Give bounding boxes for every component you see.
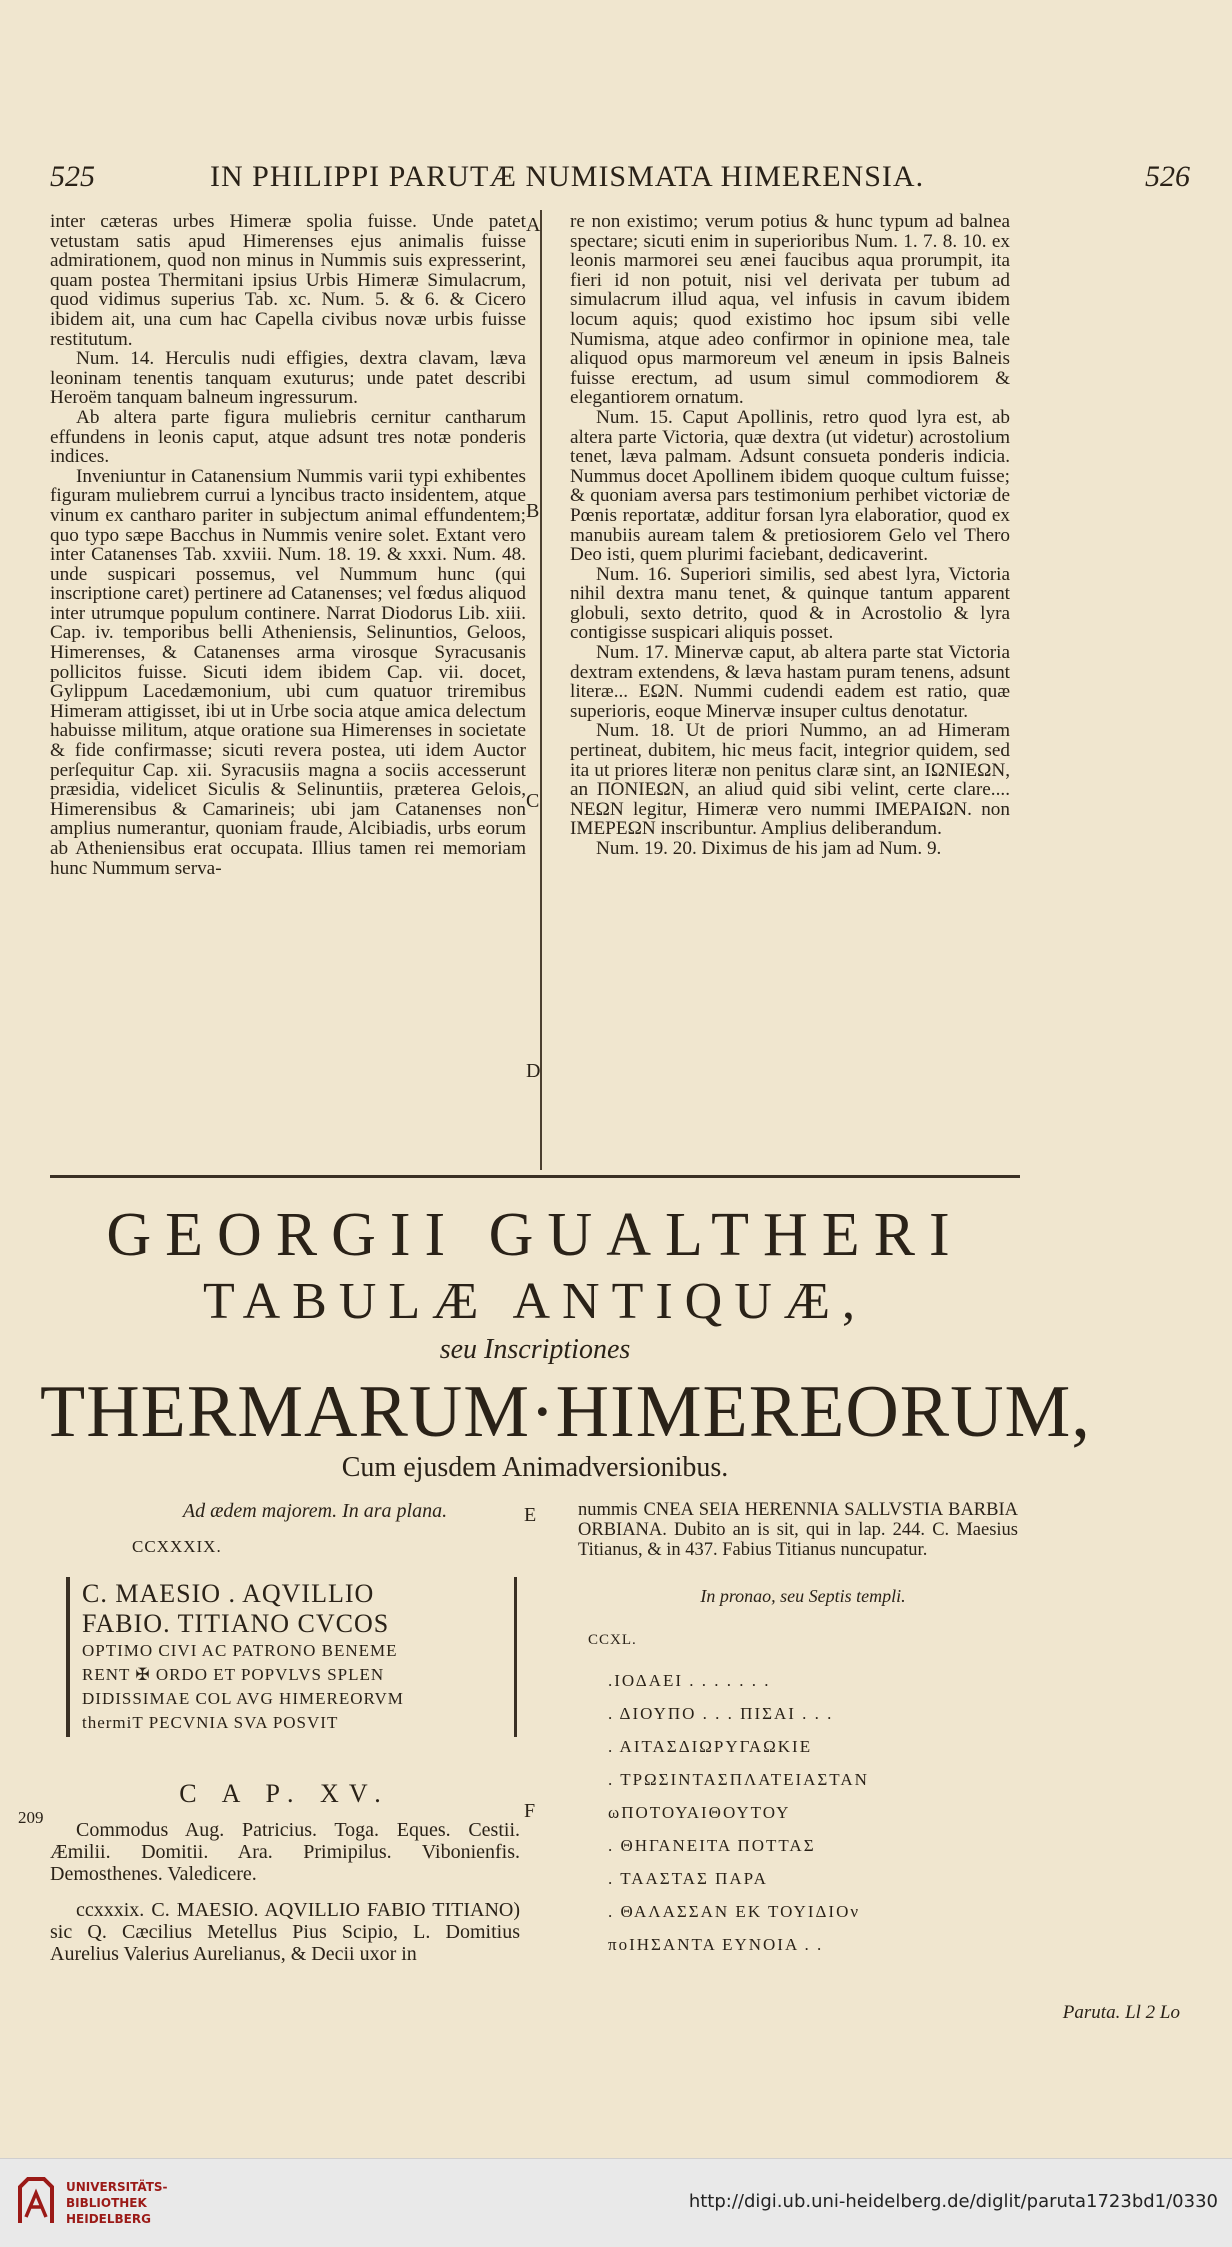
- signature-mark: Paruta. Ll 2 Lo: [1062, 2002, 1180, 2023]
- left-text-column: [50, 212, 526, 1182]
- inscription-number: CCXXXIX.: [132, 1537, 222, 1556]
- inscription-line: OPTIMO CIVI AC PATRONO BENEME: [82, 1641, 398, 1660]
- greek-line: ωΠΟΤΟΥΑΙΘΟΥΤΟΥ: [608, 1803, 791, 1822]
- library-name-line: HEIDELBERG: [66, 2212, 151, 2226]
- chapter-body: [50, 1819, 520, 1965]
- title-main: THERMARUM·HIMEREORUM,: [40, 1371, 1091, 1453]
- paragraph: re non existimo; verum potius & hunc typum ad balnea spectare; sicuti enim in superioribus Num. 1. 7. 8. 10. ex leonis marmorei seu ænei faucibus aqua prorumpit, ita fieri id non potuit, nisi vel derivata per tubum ad simulacrum illud aqua, vel infusis in cavum ibidem locum aquis; quod existimo hoc ipsum sibi velle Numisma, atque adeo confirmor in opinione mea, tale aliquod opus marmoreum vel æneum in ipsis Balneis fuisse erectum, ad usum simul commodiorem & elegantiorem ornatum.: [570, 211, 1010, 409]
- viewer-footer: [0, 2158, 1232, 2247]
- greek-line: ποΙΗΣΑΝΤΑ ΕΥΝΟΙΑ . .: [608, 1935, 824, 1954]
- title-subtitle: seu Inscriptiones: [439, 1334, 631, 1365]
- inscription-line: C. MAESIO . AQVILLIO: [82, 1579, 375, 1608]
- margin-number: 209: [18, 1808, 44, 1827]
- university-seal-icon: [14, 2173, 58, 2229]
- margin-letter-d: D: [526, 1060, 541, 1082]
- inscription-line: FABIO. TITIANO CVCOS: [82, 1609, 390, 1638]
- paragraph: inter cæteras urbes Himeræ spolia fuisse. Unde patet vetustam satis apud Himerenses ejus animalis fuisse admirationem, quod non minus in Nummis suis expresserint, quam postea Thermitani ipsius Urbis Himeræ Simulacrum, quod vidimus superius Tab. xc. Num. 5. & 6. & Cicero ibidem ait, una cum hac Capella civibus novæ urbis fuisse restitutum.: [50, 211, 526, 350]
- paragraph: ccxxxix. C. MAESIO. AQVILLIO FABIO TITIANO) sic Q. Cæcilius Metellus Pius Scipio, L. Domitius Aurelius Valerius Aurelianus, & Decii uxor in: [50, 1899, 520, 1965]
- paragraph: Num. 16. Superiori similis, sed abest lyra, Victoria nihil dextra manu tenet, & quinque tantum apparent globuli, sexto detrito, quod & in Acrostolio & lyra contigisse suspicari aliquis posset.: [570, 563, 1010, 644]
- title-author: GEORGII GUALTHERI: [106, 1201, 964, 1269]
- inscription-line: thermiT PECVNIA SVA POSVIT: [82, 1713, 339, 1732]
- greek-line: . ΔΙΟΥΠΟ . . . ΠΙΣΑΙ . . .: [608, 1704, 834, 1723]
- paragraph: Num. 18. Ut de priori Nummo, an ad Himeram pertineat, dubitem, hic meus facit, integrior quidem, sed ita ut priores literæ non penitus claræ sint, an ΙΩΝΙΕΩΝ, an ΠΟΝΙΕΩΝ, an aliud quid sibi velint, certe clare.... ΝΕΩΝ legitur, Himeræ vero nummi ΙΜΕΡΑΙΩΝ. non ΙΜΕΡΕΩΝ inscribuntur. Amplius deliberandum.: [570, 720, 1010, 840]
- library-name-line: BIBLIOTHEK: [66, 2196, 147, 2210]
- greek-line: .ΙΟΔΑΕΙ . . . . . . .: [608, 1671, 771, 1690]
- paragraph: Num. 17. Minervæ caput, ab altera parte stat Victoria dextram extendens, & læva hastam puram tenens, adsunt literæ... ΕΩΝ. Nummi cudendi eadem est ratio, quæ superioris, eoque Minervæ insuper cultus denotatur.: [570, 642, 1010, 722]
- paragraph: Commodus Aug. Patricius. Toga. Eques. Cestii. Æmilii. Domitii. Ara. Primipilus. Vibonienfis. Demosthenes. Valedicere.: [50, 1819, 520, 1885]
- library-name-line: UNIVERSITÄTS-: [66, 2180, 168, 2194]
- margin-letter-e: E: [524, 1504, 537, 1526]
- running-header: [50, 160, 1190, 200]
- library-name: [66, 2179, 168, 2227]
- right-text-column: [570, 212, 1010, 1187]
- page-number-right: 526: [1145, 160, 1190, 193]
- paragraph: Num. 14. Herculis nudi effigies, dextra clavam, læva leoninam tenentis tanquam exuturus; unde patet describi Heroëm tanquam balneum ingressurum.: [50, 348, 526, 409]
- paragraph: Ab altera parte figura muliebris cernitur cantharum effundens in leonis caput, atque adsunt tres notæ ponderis indices.: [50, 406, 526, 468]
- margin-letter-a: A: [526, 214, 541, 236]
- page-url-link[interactable]: http://digi.ub.uni-heidelberg.de/diglit/paruta1723bd1/0330: [688, 2191, 1218, 2212]
- running-title: IN PHILIPPI PARUTÆ NUMISMATA HIMERENSIA.: [210, 160, 925, 193]
- page-number-left: 525: [50, 160, 95, 193]
- lower-left-column: [50, 1500, 520, 1965]
- paragraph: Num. 19. 20. Diximus de his jam ad Num. 9.: [596, 838, 942, 859]
- title-animadversions: Cum ejusdem Animadversionibus.: [341, 1452, 729, 1483]
- greek-line: . ΑΙΤΑΣΔΙΩΡΥΓΑΩΚΙΕ: [608, 1737, 813, 1756]
- inscription-line: RENT ✠ ORDO ET POPVLVS SPLEN: [82, 1665, 385, 1684]
- lower-right-column: [548, 1500, 1018, 1961]
- greek-line: . ΘΗΓΑΝΕΙΤΑ ΠΟΤΤΑΣ: [608, 1836, 816, 1855]
- margin-letter-f: F: [524, 1800, 536, 1822]
- paragraph: Inveniuntur in Catanensium Nummis varii typi exhibentes figuram muliebrem currui a lyncibus tracto insidentem, atque vinum ex cantharo pariter in subjectum animal effundentem; quo typo sæpe Bacchus in Nummis venire solet. Extant vero inter Catanenses Tab. xxviii. Num. 18. 19. & xxxi. Num. 48. unde suspicari possemus, vel Nummum hunc (qui inscriptione caret) pertinere ad Catanenses; vel fœdus aliquod inter utrumque populum continere. Narrat Diodorus Lib. xiii. Cap. iv. temporibus belli Atheniensis, Selinuntios, Geloos, Himerenses, & Catanenses arma virosque Syracusanis pollicitos fuisse. Sicuti idem ibidem Cap. vii. docet, Gylippum Lacedæmonium, ubi cum quatuor triremibus Himeram attigisset, ibi ut in Urbe socia atque amica delectum habuisse militum, atque oratione sua Himerenses in societate & fide confirmasse; sicuti revera postea, uti idem Auctor perſequitur Cap. xii. Syracusiis magna a sociis accesserunt præsidia, videlicet Siculis & Selinuntiis, præterea Gelois, Himerensibus & Camarineis; ubi jam Catanenses non amplius numerantur, quoniam fraude, Alcibiadis, urbs eorum ab Atheniensibus erat occupata. Illius tamen rei memoriam hunc Nummum serva-: [50, 465, 526, 879]
- inscription-line: DIDISSIMAE COL AVG HIMEREORVM: [82, 1689, 404, 1708]
- greek-line: . ΤΑΑΣΤΑΣ ΠΑΡΑ: [608, 1869, 768, 1888]
- margin-letter-c: C: [526, 790, 540, 812]
- inscription-location: Ad ædem majorem. In ara plana.: [182, 1500, 448, 1522]
- chapter-heading: C A P. XV.: [179, 1779, 391, 1808]
- inscription-location: In pronao, seu Septis templi.: [700, 1586, 906, 1606]
- paragraph: nummis CNEA SEIA HERENNIA SALLVSTIA BARBIA ORBIANA. Dubito an is sit, qui in lap. 244. C. Maesius Titianus, & in 437. Fabius Titianus nuncupatur.: [578, 1500, 1018, 1560]
- section-divider: [50, 1175, 1020, 1178]
- title-tabulae: TABULÆ ANTIQUÆ,: [202, 1273, 868, 1330]
- column-rule: [540, 210, 542, 1170]
- inscription-number: CCXL.: [588, 1632, 637, 1648]
- greek-line: . ΤΡΩΣΙΝΤΑΣΠΛΑΤΕΙΑΣΤΑΝ: [608, 1770, 869, 1789]
- greek-line: . ΘΑΛΑΣΣΑΝ ΕΚ ΤΟΥΙΔΙΟν: [608, 1902, 861, 1921]
- margin-letter-b: B: [526, 500, 540, 522]
- paragraph: Num. 15. Caput Apollinis, retro quod lyra est, ab altera parte Victoria, quæ dextra (ut videtur) acrostolium tenet, læva palmam. Adsunt consueta ponderis indicia. Nummus docet Apollinem ibidem quoque cultum fuisse; & quoniam aversa pars testimonium perhibet victoriæ de Pœnis reportatæ, additur forsan lyra elaboratior, quod ex manubiis auream talem & pretiosiorem Gelo vel Thero Deo isti, quem plurimi faciebant, dedicaverint.: [570, 406, 1010, 566]
- inscription-box: [66, 1577, 517, 1737]
